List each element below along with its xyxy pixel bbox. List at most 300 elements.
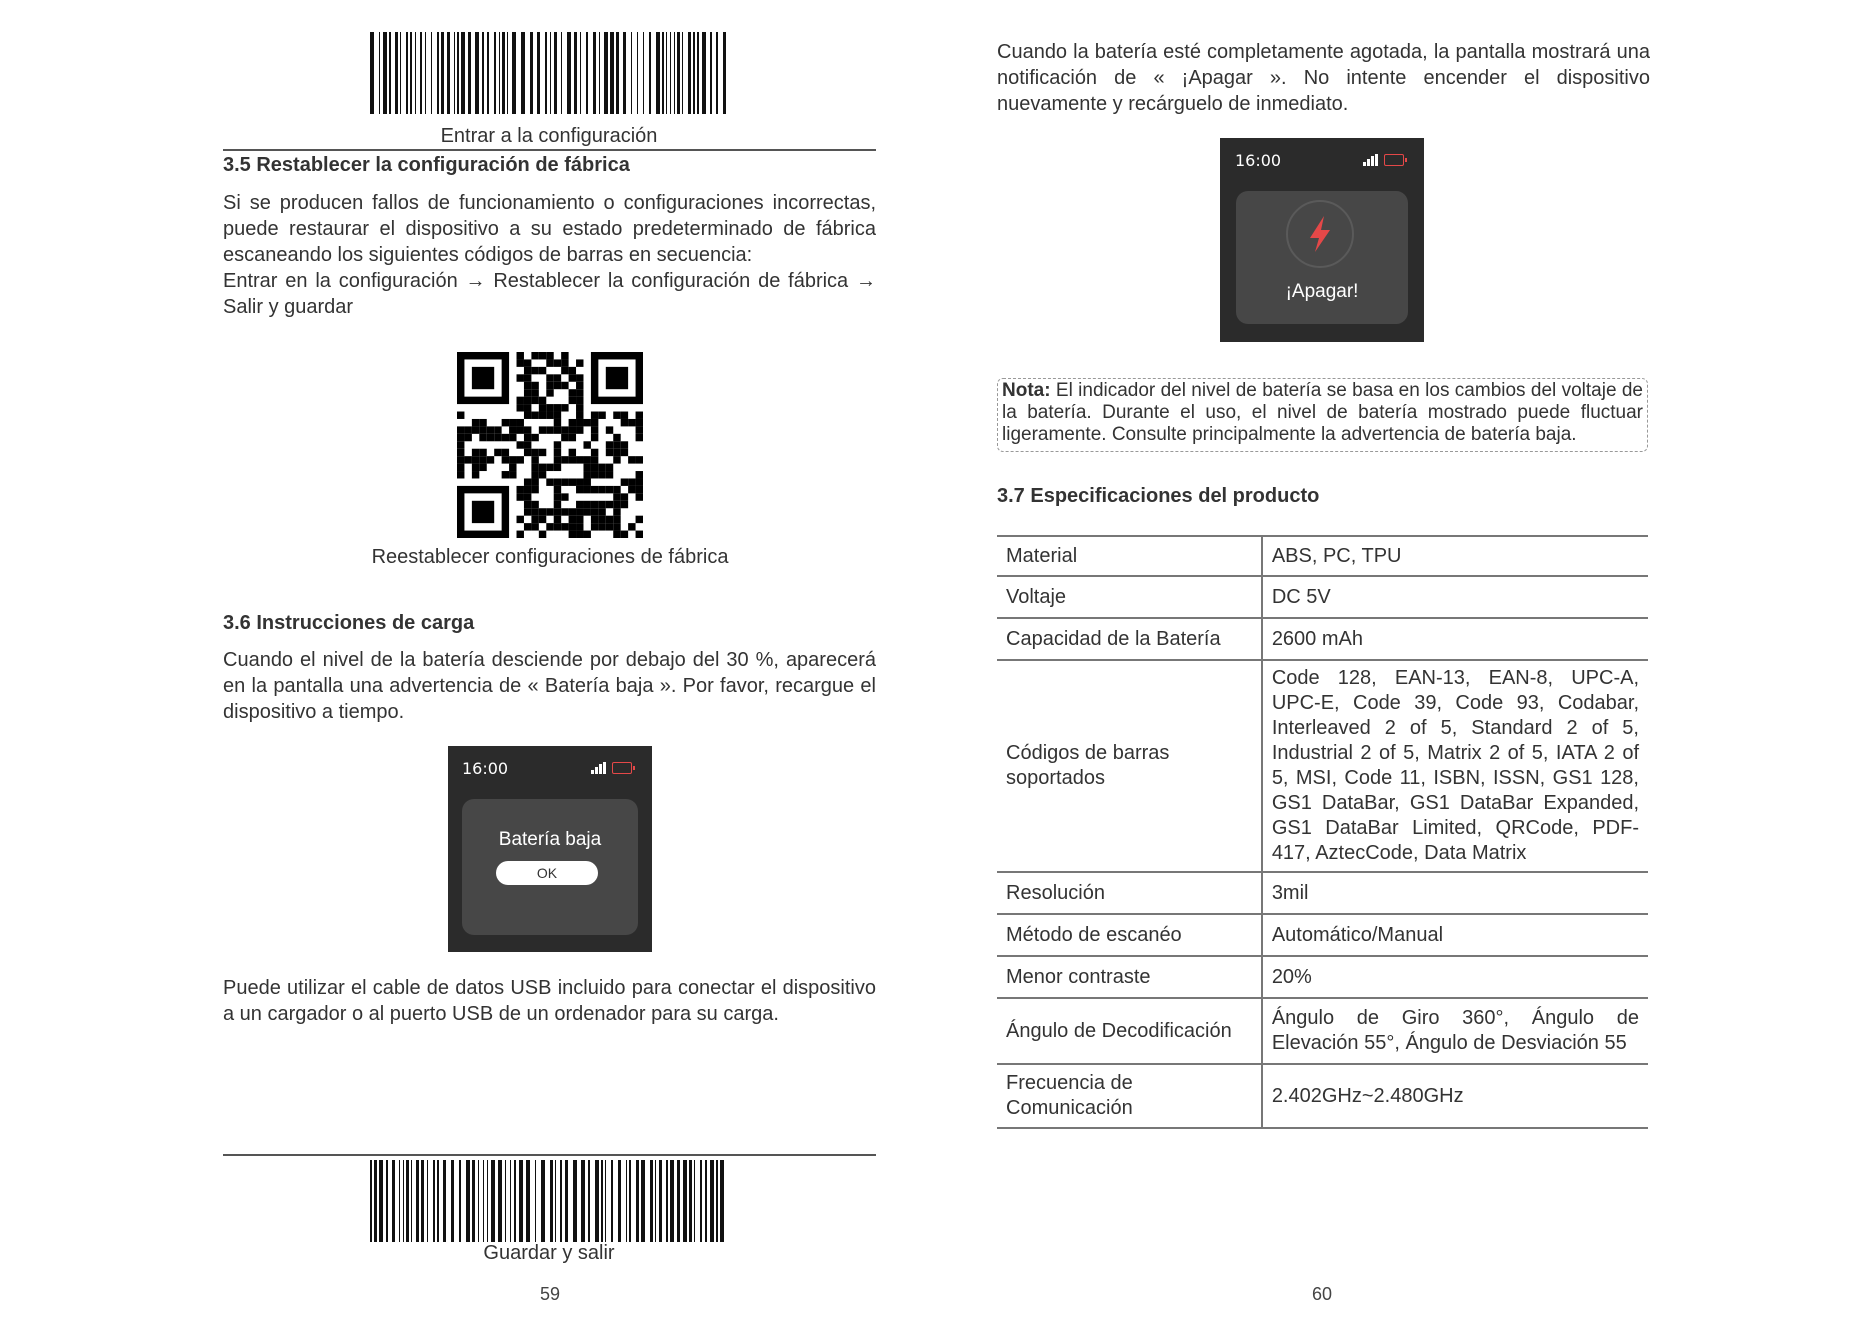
barcode-bar (716, 1160, 718, 1242)
qr-module (591, 434, 598, 441)
barcode-bar (383, 32, 387, 114)
battery-low-icon (612, 762, 632, 774)
ok-button[interactable]: OK (496, 861, 598, 885)
qr-module (517, 352, 524, 359)
barcode-bar (526, 1160, 530, 1242)
spec-row (997, 536, 1648, 576)
qr-module (502, 449, 509, 456)
section-3-5-paragraph: Si se producen fallos de funcionamiento o configuraciones incorrectas, puede restaurar el dispositivo a su estado predeterminado de fábrica escaneando los siguientes códigos de barras en secuencia: (223, 192, 876, 266)
qr-module (502, 434, 509, 441)
alert-message: Batería baja (498, 829, 602, 850)
spec-value: 20% (1262, 956, 1648, 998)
barcode-bar (491, 1160, 495, 1242)
lightning-icon (1286, 200, 1354, 268)
spec-key: Menor contraste (997, 956, 1262, 998)
qr-module (576, 501, 583, 508)
barcode-bar (574, 32, 577, 114)
qr-module (591, 419, 598, 426)
spec-value: DC 5V (1262, 576, 1648, 618)
qr-module (576, 523, 583, 530)
spec-value: Ángulo de Giro 360°, Ángulo de Elevación 55°, Ángulo de Desviación 55 (1262, 998, 1648, 1064)
barcode-bar (586, 32, 588, 114)
qr-module (539, 397, 546, 404)
low-battery-screen (448, 746, 652, 952)
alert-card (462, 799, 638, 935)
qr-module (531, 389, 538, 396)
barcode-bar (554, 32, 557, 114)
qr-module (636, 493, 643, 500)
qr-module (524, 374, 531, 381)
barcode-bar (482, 32, 484, 114)
qr-module (546, 464, 553, 471)
spec-key: Frecuencia de Comunicación (997, 1064, 1262, 1128)
qr-module (517, 397, 524, 404)
barcode-bar (674, 32, 675, 114)
qr-module (613, 449, 620, 456)
qr-module (509, 419, 516, 426)
qr-module (531, 397, 538, 404)
qr-module (591, 501, 598, 508)
barcode-bar (649, 32, 651, 114)
qr-module (621, 501, 628, 508)
qr-module (472, 464, 479, 471)
reset-sequence: Entrar en la configuración → Restablecer la configuración de fábrica → Salir y guardar (223, 270, 876, 318)
qr-module (546, 382, 553, 389)
qr-module (546, 523, 553, 530)
alert-card (1236, 191, 1408, 324)
qr-module (576, 397, 583, 404)
barcode-bar (410, 32, 412, 114)
qr-module (554, 493, 561, 500)
qr-module (569, 478, 576, 485)
qr-module (569, 449, 576, 456)
qr-module (509, 471, 516, 478)
qr-module (628, 456, 635, 463)
qr-module (546, 389, 553, 396)
qr-module (561, 359, 568, 366)
qr-module (554, 441, 561, 448)
qr-module (554, 486, 561, 493)
qr-module (606, 449, 613, 456)
barcode-bar (670, 32, 671, 114)
qr-module (606, 523, 613, 530)
barcode-bar (693, 32, 695, 114)
qr-module (576, 359, 583, 366)
spec-row (997, 872, 1648, 914)
qr-module (628, 486, 635, 493)
barcode-bar (659, 1160, 662, 1242)
qr-module (479, 419, 486, 426)
qr-module (569, 531, 576, 538)
barcode-bar (560, 1160, 562, 1242)
qr-module (636, 516, 643, 523)
barcode-bar (478, 1160, 479, 1242)
qr-module (576, 404, 583, 411)
spec-key: Voltaje (997, 576, 1262, 618)
qr-module (636, 486, 643, 493)
qr-module (636, 426, 643, 433)
qr-module (598, 516, 605, 523)
barcode-bar (395, 32, 398, 114)
qr-module (628, 523, 635, 530)
barcode-bar (521, 32, 525, 114)
qr-module (554, 478, 561, 485)
spec-value: 2600 mAh (1262, 618, 1648, 660)
barcode-enter-config (370, 32, 728, 114)
battery-empty-icon (1384, 154, 1404, 166)
qr-module (561, 382, 568, 389)
qr-module (606, 464, 613, 471)
qr-module (554, 412, 561, 419)
qr-module (569, 426, 576, 433)
divider (223, 1154, 876, 1156)
qr-module (628, 478, 635, 485)
qr-module (636, 456, 643, 463)
barcode-bar (427, 1160, 428, 1242)
barcode-bar (472, 1160, 475, 1242)
qr-module (517, 404, 524, 411)
qr-module (576, 478, 583, 485)
barcode-bar (514, 1160, 516, 1242)
qr-module (539, 516, 546, 523)
spec-key: Método de escanéo (997, 914, 1262, 956)
qr-module (524, 359, 531, 366)
qr-module (546, 508, 553, 515)
status-time: 16:00 (1235, 151, 1282, 170)
barcode-bar (623, 32, 626, 114)
qr-module (606, 426, 613, 433)
qr-module (472, 449, 479, 456)
qr-module (591, 486, 598, 493)
barcode-bar (710, 32, 712, 114)
barcode-bar (389, 32, 391, 114)
qr-module (576, 516, 583, 523)
barcode-bar (399, 1160, 400, 1242)
qr-module (502, 471, 509, 478)
spec-row (997, 998, 1648, 1064)
qr-module (628, 419, 635, 426)
qr-module (487, 426, 494, 433)
qr-module (621, 493, 628, 500)
barcode-bar (595, 1160, 599, 1242)
barcode-bar (379, 32, 380, 114)
qr-module (569, 523, 576, 530)
spec-row (997, 914, 1648, 956)
barcode-bar (599, 32, 600, 114)
spec-row (997, 576, 1648, 618)
spec-value: 3mil (1262, 872, 1648, 914)
barcode-bar (406, 1160, 409, 1242)
spec-key: Ángulo de Decodificación (997, 998, 1262, 1064)
barcode-bar (416, 1160, 419, 1242)
qr-module (561, 426, 568, 433)
qr-module (561, 434, 568, 441)
qr-module (517, 531, 524, 538)
qr-module (613, 508, 620, 515)
qr-module (636, 478, 643, 485)
qr-module (531, 382, 538, 389)
qr-module (606, 471, 613, 478)
qr-module (591, 456, 598, 463)
barcode-bar (437, 1160, 439, 1242)
qr-module (554, 464, 561, 471)
qr-module (517, 441, 524, 448)
section-3-6-title: 3.6 Instrucciones de carga (223, 612, 475, 634)
qr-module (524, 508, 531, 515)
barcode-bar (443, 1160, 446, 1242)
qr-label: Reestablecer configuraciones de fábrica (371, 546, 729, 568)
qr-module (524, 426, 531, 433)
qr-module (531, 501, 538, 508)
qr-module (569, 397, 576, 404)
qr-module (457, 456, 464, 463)
qr-module (621, 531, 628, 538)
qr-module (524, 404, 531, 411)
barcode-bar (502, 32, 505, 114)
qr-module (539, 471, 546, 478)
qr-module (472, 419, 479, 426)
qr-module (524, 493, 531, 500)
qr-module (524, 412, 531, 419)
qr-module (598, 501, 605, 508)
qr-module (576, 389, 583, 396)
barcode-bar (374, 1160, 377, 1242)
spec-key: Material (997, 536, 1262, 576)
barcode-bar (650, 1160, 653, 1242)
qr-module (598, 486, 605, 493)
qr-module (554, 419, 561, 426)
section-3-5-title: 3.5 Restablecer la configuración de fábrica (223, 154, 630, 176)
barcode-bar (641, 1160, 645, 1242)
qr-module (524, 501, 531, 508)
qr-module (583, 456, 590, 463)
qr-module (613, 486, 620, 493)
barcode-bar (697, 32, 699, 114)
barcode-bar (604, 32, 608, 114)
qr-module (606, 501, 613, 508)
barcode-bar (425, 32, 426, 114)
qr-module (524, 449, 531, 456)
barcode-bar (483, 1160, 484, 1242)
spec-key: Capacidad de la Batería (997, 618, 1262, 660)
spec-value: 2.402GHz~2.480GHz (1262, 1064, 1648, 1128)
qr-module (561, 352, 568, 359)
qr-module (569, 508, 576, 515)
barcode-bar (643, 32, 644, 114)
status-time: 16:00 (462, 759, 509, 778)
barcode-bar (370, 32, 374, 114)
barcode-bar (461, 32, 465, 114)
qr-module (524, 382, 531, 389)
barcode-bar (498, 1160, 502, 1242)
section-3-6-paragraph: Cuando el nivel de la batería desciende por debajo del 30 %, aparecerá en la pantalla una advertencia de « Batería baja ». Por favor, recargue el dispositivo a tiempo. (223, 649, 876, 723)
qr-module (569, 389, 576, 396)
qr-module (591, 508, 598, 515)
qr-module (546, 426, 553, 433)
barcode-bar (530, 32, 533, 114)
barcode-bar (454, 32, 455, 114)
barcode-bar (466, 1160, 470, 1242)
barcode-bar (656, 32, 660, 114)
qr-module (606, 486, 613, 493)
qr-module (591, 426, 598, 433)
qr-module (554, 449, 561, 456)
qr-module (479, 464, 486, 471)
barcode-bar (541, 1160, 545, 1242)
barcode-bar (677, 1160, 680, 1242)
qr-module (479, 456, 486, 463)
spec-value: Automático/Manual (1262, 914, 1648, 956)
qr-module (591, 523, 598, 530)
qr-module (457, 434, 464, 441)
qr-module (531, 464, 538, 471)
qr-module (479, 426, 486, 433)
qr-module (472, 367, 494, 389)
qr-module (517, 486, 524, 493)
barcode-bar (386, 1160, 388, 1242)
divider (223, 149, 876, 151)
qr-module (583, 441, 590, 448)
qr-module (546, 412, 553, 419)
barcode-bar (437, 32, 439, 114)
barcode-bar (689, 1160, 692, 1242)
qr-module (583, 464, 590, 471)
qr-module (598, 464, 605, 471)
barcode-bar (605, 1160, 606, 1242)
battery-off-paragraph: Cuando la batería esté completamente agotada, la pantalla mostrará una notificación de « ¡Apagar ». No intente encender el dispositivo nuevamente y recárguelo de inmediato. (997, 41, 1650, 115)
qr-module (554, 374, 561, 381)
barcode-bar (580, 32, 581, 114)
qr-module (509, 456, 516, 463)
qr-module (539, 449, 546, 456)
barcode-bar (705, 1160, 707, 1242)
qr-module (472, 501, 494, 523)
qr-module (583, 501, 590, 508)
qr-module (636, 531, 643, 538)
barcode-bar (392, 1160, 395, 1242)
barcode-bar (545, 32, 547, 114)
barcode-bar (561, 32, 562, 114)
qr-module (554, 382, 561, 389)
barcode-bar (468, 32, 471, 114)
qr-module (517, 493, 524, 500)
qr-module (517, 419, 524, 426)
note-box (997, 378, 1648, 452)
barcode-bar (688, 32, 691, 114)
qr-module (576, 374, 583, 381)
qr-module (457, 441, 464, 448)
qr-module (517, 516, 524, 523)
qr-module (524, 523, 531, 530)
qr-module (554, 359, 561, 366)
alert-message: ¡Apagar! (1285, 281, 1359, 302)
qr-module (621, 412, 628, 419)
barcode-bar (567, 32, 571, 114)
qr-module (606, 441, 613, 448)
qr-module (576, 508, 583, 515)
barcode-bar (550, 32, 551, 114)
qr-module (583, 486, 590, 493)
barcode-save-exit (370, 1160, 728, 1242)
qr-module (531, 449, 538, 456)
qr-module (554, 426, 561, 433)
barcode-bar (631, 32, 632, 114)
qr-module (531, 486, 538, 493)
qr-module (576, 382, 583, 389)
qr-module (576, 486, 583, 493)
qr-module (613, 412, 620, 419)
qr-module (502, 456, 509, 463)
qr-module (554, 456, 561, 463)
qr-module (524, 389, 531, 396)
qr-module (583, 471, 590, 478)
spec-key: Resolución (997, 872, 1262, 914)
qr-module (479, 434, 486, 441)
spec-row (997, 956, 1648, 998)
qr-module (517, 374, 524, 381)
barcode-bar (710, 1160, 714, 1242)
qr-module (613, 501, 620, 508)
barcode-bar (573, 1160, 577, 1242)
barcode-bar (694, 1160, 695, 1242)
barcode-bar (512, 32, 516, 114)
signal-icon (1363, 154, 1379, 166)
qr-module (531, 478, 538, 485)
barcode-bar (507, 32, 508, 114)
barcode-bar (662, 32, 664, 114)
qr-module (524, 397, 531, 404)
barcode-bar (494, 32, 496, 114)
barcode-bar (431, 32, 432, 114)
qr-module (524, 478, 531, 485)
barcode-bar (565, 1160, 568, 1242)
barcode-bar (610, 32, 614, 114)
qr-module (539, 352, 546, 359)
barcode-bar (666, 1160, 668, 1242)
qr-module (524, 367, 531, 374)
barcode-bar (433, 1160, 435, 1242)
qr-module (554, 501, 561, 508)
qr-module (576, 412, 583, 419)
qr-module (464, 426, 471, 433)
qr-module (554, 516, 561, 523)
barcode-bar (720, 1160, 724, 1242)
barcode-bar (447, 32, 450, 114)
qr-module (539, 404, 546, 411)
qr-module (576, 426, 583, 433)
qr-module (613, 523, 620, 530)
signal-icon (591, 762, 607, 774)
qr-module (539, 426, 546, 433)
barcode-bar (487, 32, 489, 114)
barcode-bar (475, 32, 479, 114)
qr-module (502, 419, 509, 426)
barcode-bar (677, 32, 680, 114)
barcode-bar (581, 1160, 585, 1242)
qr-module (517, 359, 524, 366)
qr-module (494, 434, 501, 441)
qr-module (509, 434, 516, 441)
qr-module (591, 464, 598, 471)
barcode-bar (618, 1160, 621, 1242)
barcode-bar (626, 1160, 627, 1242)
qr-module (621, 449, 628, 456)
qr-module (531, 516, 538, 523)
qr-module (561, 404, 568, 411)
qr-module (569, 374, 576, 381)
barcode-bar (700, 1160, 702, 1242)
qr-module (636, 471, 643, 478)
